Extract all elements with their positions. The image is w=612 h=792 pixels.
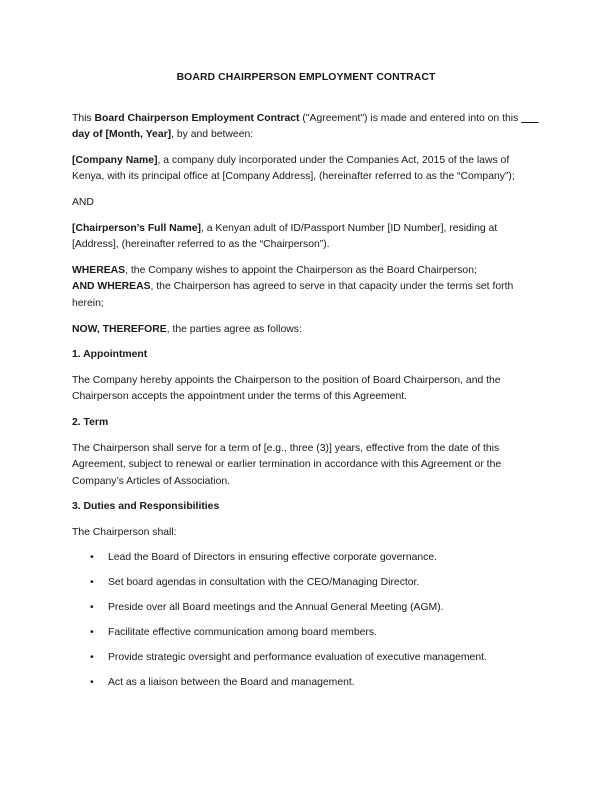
intro-date-blank: ___	[521, 112, 539, 124]
intro-prefix: This	[72, 112, 95, 124]
bullet-icon: •	[90, 577, 94, 589]
intro-suffix: , by and between:	[171, 129, 254, 141]
and-whereas-keyword: AND WHEREAS	[72, 281, 151, 293]
now-therefore-keyword: NOW, THEREFORE	[72, 323, 167, 335]
duty-text: Lead the Board of Directors in ensuring effective corporate governance.	[108, 552, 438, 564]
list-item	[72, 550, 540, 567]
section-body-duties: The Chairperson shall:	[72, 526, 177, 538]
duty-text: Set board agendas in consultation with the CEO/Managing Director.	[108, 577, 420, 589]
duty-text: Provide strategic oversight and performance evaluation of executive management.	[108, 652, 487, 664]
company-name-placeholder: [Company Name]	[72, 154, 158, 166]
duty-text: Preside over all Board meetings and the Annual General Meeting (AGM).	[108, 602, 444, 614]
duty-text: Act as a liaison between the Board and management.	[108, 677, 355, 689]
list-item	[72, 650, 540, 667]
duties-list	[72, 550, 540, 692]
section-body-appointment: The Company hereby appoints the Chairperson to the position of Board Chairperson, and the Chairperson accepts the appointment under the terms of this Agreement.	[72, 374, 501, 403]
duty-text: Facilitate effective communication among board members.	[108, 627, 377, 639]
intro-date-placeholder: day of [Month, Year]	[72, 129, 172, 141]
list-item	[72, 675, 540, 692]
section-heading-term: 2. Term	[72, 416, 109, 428]
whereas-keyword: WHEREAS	[72, 264, 126, 276]
list-item	[72, 575, 540, 592]
section-heading-appointment: 1. Appointment	[72, 349, 148, 361]
bullet-icon: •	[90, 627, 94, 639]
intro-paragraph	[72, 111, 540, 144]
whereas-text: , the Company wishes to appoint the Chairperson as the Board Chairperson;	[125, 264, 477, 276]
bullet-icon: •	[90, 652, 94, 664]
intro-contract-name: Board Chairperson Employment Contract	[94, 112, 300, 124]
section-heading-duties: 3. Duties and Responsibilities	[72, 501, 220, 513]
and-separator: AND	[72, 196, 94, 208]
and-whereas-text: , the Chairperson has agreed to serve in that capacity under the terms set forth herein;	[72, 281, 514, 309]
now-therefore-line	[72, 322, 540, 339]
section-body-term: The Chairperson shall serve for a term of [e.g., three (3)] years, effective from the date of this Agreement, subject to renewal or earlier termination in accordance with this Agreement or the Company’s Articles of Association.	[72, 442, 502, 487]
intro-middle: ("Agreement") is made and entered into on this	[299, 112, 522, 124]
list-item	[72, 625, 540, 642]
whereas-line	[72, 263, 540, 280]
chair-party-text: , a Kenyan adult of ID/Passport Number [ID Number], residing at [Address], (hereinafter referred to as the “Chairperson”).	[72, 222, 498, 251]
chair-name-placeholder: [Chairperson’s Full Name]	[72, 222, 201, 234]
bullet-icon: •	[90, 677, 94, 689]
chair-party-paragraph	[72, 221, 540, 254]
bullet-icon: •	[90, 602, 94, 614]
company-party-paragraph	[72, 153, 540, 186]
bullet-icon: •	[90, 552, 94, 564]
company-party-text: , a company duly incorporated under the Companies Act, 2015 of the laws of Kenya, with its principal office at [Company Address], (hereinafter referred to as the “Company”);	[72, 154, 515, 183]
now-therefore-text: , the parties agree as follows:	[166, 323, 302, 335]
list-item	[72, 600, 540, 617]
document-title: BOARD CHAIRPERSON EMPLOYMENT CONTRACT	[176, 72, 436, 83]
and-whereas-line	[72, 279, 540, 312]
